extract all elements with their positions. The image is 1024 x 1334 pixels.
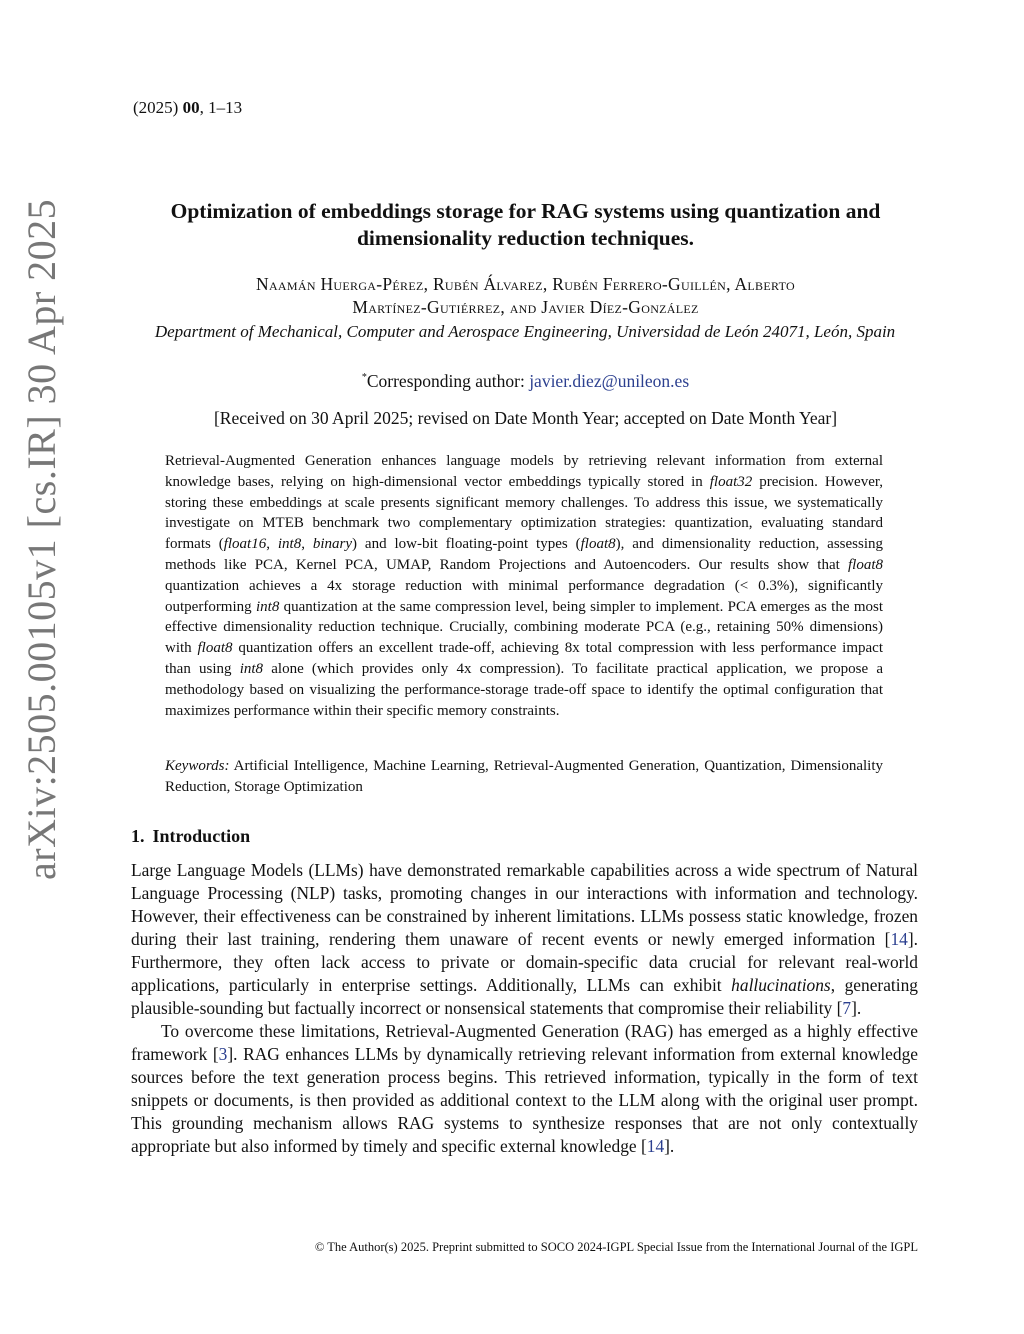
body-text: ]. (851, 998, 862, 1018)
abstract-segment: alone (which provides only 4x compression). To facilitate practical application, we propose a methodology based on visualizing the performance-storage trade-off space to identify the optimal configuration that maximizes performance within their specific memory constraints. (165, 660, 883, 719)
body-emphasis: hallucinations (731, 975, 831, 995)
corresponding-author (133, 366, 918, 393)
paper-title (133, 198, 918, 252)
section-title: Introduction (152, 826, 251, 846)
arxiv-sidebar-stamp: arXiv:2505.00105v1 [cs.IR] 30 Apr 2025 (19, 198, 64, 880)
abstract-emphasis: float8 (847, 556, 883, 573)
body-text: ]. RAG enhances LLMs by dynamically retrieving relevant information from external knowledge sources before the text generation process begins. This retrieved information, typically in the form of text snippets or documents, is then provided as additional context to the LLM along with the original user prompt. This grounding mechanism allows RAG systems to synthesize responses that are not only contextually appropriate but also informed by timely and specific external knowledge [ (131, 1044, 918, 1156)
corresponding-marker: * (361, 372, 367, 383)
author-list (133, 273, 918, 319)
body-paragraph (131, 859, 918, 1020)
citation-link[interactable]: 14 (646, 1136, 665, 1156)
abstract-emphasis: int8 (277, 536, 302, 553)
authors-line-2: Martínez-Gutiérrez, and Javier Díez-González (352, 297, 699, 317)
copyright-footer: © The Author(s) 2025. Preprint submitted to SOCO 2024-IGPL Special Issue from the International Journal of the IGPL (314, 1240, 918, 1254)
body-paragraph (131, 1020, 918, 1158)
section-heading (131, 826, 250, 847)
corresponding-email-link[interactable]: javier.diez@unileon.es (529, 370, 690, 391)
abstract-segment: ), and dimensionality reduction, assessing methods like PCA, Kernel PCA, UMAP, Random Projections and Autoencoders. Our results show that (165, 536, 883, 573)
abstract-segment: quantization offers an excellent trade-off, achieving 8x total compression with less performance impact than using (165, 640, 883, 677)
citation-link[interactable]: 14 (890, 929, 908, 949)
citation-link[interactable]: 3 (218, 1044, 228, 1064)
title-line-1: Optimization of embeddings storage for RAG systems using quantization and (170, 199, 881, 223)
keywords (165, 756, 883, 798)
corresponding-label: Corresponding author: (366, 370, 530, 391)
body-text: Large Language Models (LLMs) have demonstrated remarkable capabilities across a wide spectrum of Natural Language Processing (NLP) tasks, promoting changes in our interactions with information and technology. However, their effectiveness can be constrained by inherent limitations. LLMs possess static knowledge, frozen during their last training, rendering them unaware of recent events or newly emerged information [ (131, 860, 918, 949)
authors-line-1: Naamán Huerga-Pérez, Rubén Álvarez, Rubén Ferrero-Guillén, Alberto (256, 274, 795, 294)
abstract-emphasis: float8 (580, 536, 616, 553)
journal-header (133, 98, 242, 118)
abstract-segment: , (266, 536, 278, 553)
affiliation: Department of Mechanical, Computer and Aerospace Engineering, Universidad de León 24071, León, Spain (154, 322, 896, 341)
keywords-label: Keywords: (165, 758, 230, 774)
abstract-segment: ) and low-bit floating-point types ( (352, 536, 581, 553)
citation-link[interactable]: 7 (842, 998, 852, 1018)
introduction-body (131, 859, 918, 1158)
abstract-segment: Retrieval-Augmented Generation enhances language models by retrieving relevant information from external knowledge bases, relying on high-dimensional vector embeddings typically stored in (165, 453, 883, 490)
body-text: , generating plausible-sounding but factually incorrect or nonsensical statements that compromise their reliability [ (131, 975, 918, 1018)
abstract-segment: , (301, 536, 313, 553)
abstract-segment: quantization achieves a 4x storage reduction with minimal performance degradation (< 0.3%), significantly outperforming (165, 577, 883, 615)
abstract-emphasis: float32 (709, 473, 753, 490)
abstract-text (165, 451, 883, 721)
body-text: To overcome these limitations, Retrieval-Augmented Generation (RAG) has emerged as a highly effective framework [ (131, 1021, 918, 1064)
keywords-text: Artificial Intelligence, Machine Learning, Retrieval-Augmented Generation, Quantization, Dimensionality Reduction, Storage Optimization (165, 758, 883, 795)
abstract-segment: precision. However, storing these embeddings at scale presents significant memory challenges. To address this issue, we systematically investigate on MTEB benchmark two complementary optimization strategies: quantization, evaluating standard formats ( (165, 473, 883, 553)
abstract-segment: quantization at the same compression level, being simpler to implement. PCA emerges as the most effective dimensionality reduction technique. Crucially, combining moderate PCA (e.g., retaining 50% dimensions) with (165, 598, 883, 657)
section-number: 1. (131, 826, 145, 846)
abstract-emphasis: float8 (197, 640, 233, 657)
abstract (165, 451, 883, 721)
abstract-emphasis: binary (312, 536, 353, 553)
body-text: ]. (664, 1136, 675, 1156)
title-line-2: dimensionality reduction techniques. (356, 226, 695, 250)
body-text: ]. Furthermore, they often lack access to private or domain-specific data crucial for relevant real-world applications, particularly in enterprise settings. Additionally, LLMs can exhibit (131, 929, 918, 995)
abstract-emphasis: int8 (239, 660, 264, 677)
abstract-emphasis: float16 (223, 536, 267, 553)
header-pages: , 1–13 (199, 98, 243, 117)
header-volume: 00 (182, 98, 200, 117)
abstract-emphasis: int8 (255, 598, 280, 615)
received-dates: [Received on 30 April 2025; revised on Date Month Year; accepted on Date Month Year] (213, 408, 838, 428)
header-year: (2025) (133, 98, 179, 117)
